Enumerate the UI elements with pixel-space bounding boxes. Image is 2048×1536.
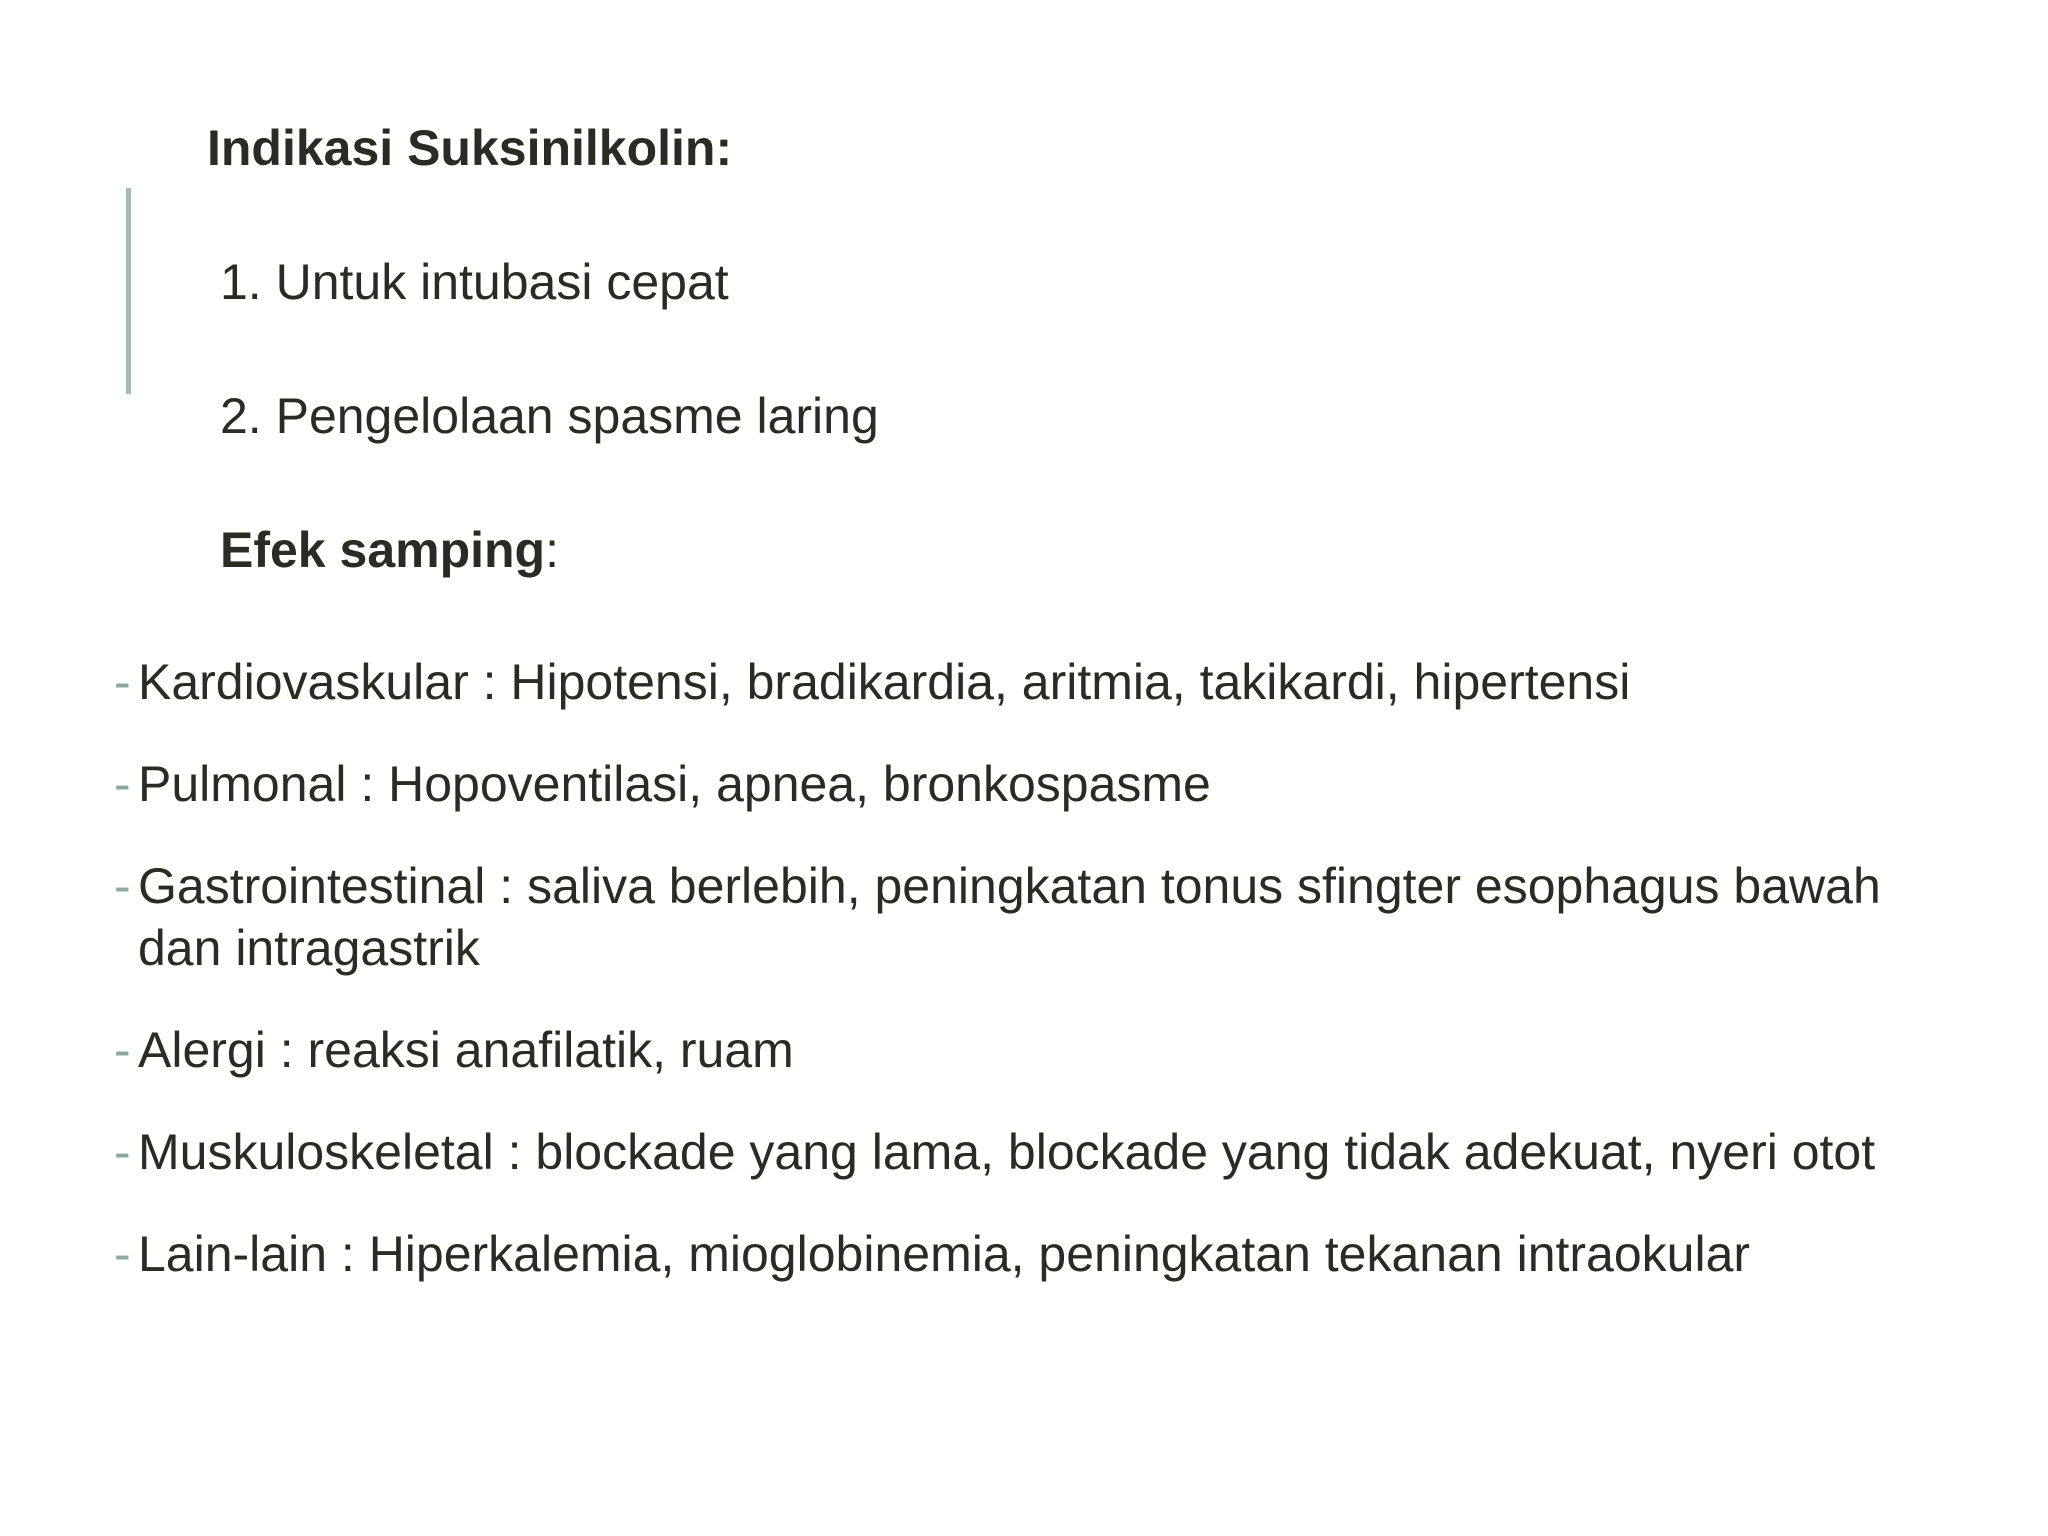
accent-bar — [126, 188, 131, 394]
side-effect-text: Gastrointestinal : saliva berlebih, peningkatan tonus sfingter esophagus bawah dan intragastrik — [138, 858, 1881, 976]
side-effect-text: Alergi : reaksi anafilatik, ruam — [138, 1022, 794, 1078]
side-effect-text: Kardiovaskular : Hipotensi, bradikardia, aritmia, takikardi, hipertensi — [138, 654, 1631, 710]
bullet-dash: - — [114, 1124, 131, 1180]
side-effect-item — [114, 651, 1894, 713]
side-effect-item — [114, 855, 1894, 979]
indication-item-1: 1. Untuk intubasi cepat — [220, 254, 729, 310]
side-effect-text: Pulmonal : Hopoventilasi, apnea, bronkospasme — [138, 756, 1211, 812]
side-effect-item — [114, 1019, 1894, 1081]
side-effects-heading-colon: : — [545, 522, 560, 578]
side-effect-item — [114, 1121, 1894, 1183]
side-effect-text: Lain-lain : Hiperkalemia, mioglobinemia, peningkatan tekanan intraokular — [138, 1226, 1751, 1282]
bullet-dash: - — [114, 1022, 131, 1078]
bullet-dash: - — [114, 756, 131, 812]
bullet-dash: - — [114, 858, 131, 914]
bullet-dash: - — [114, 654, 131, 710]
slide-title: Indikasi Suksinilkolin: — [207, 120, 733, 176]
side-effect-item — [114, 753, 1894, 815]
side-effect-item — [114, 1223, 1894, 1285]
side-effects-list — [114, 651, 1894, 1325]
side-effect-text: Muskuloskeletal : blockade yang lama, blockade yang tidak adekuat, nyeri otot — [138, 1124, 1876, 1180]
indication-item-2: 2. Pengelolaan spasme laring — [220, 388, 879, 444]
side-effects-heading — [220, 520, 559, 580]
side-effects-heading-label: Efek samping — [220, 522, 546, 578]
bullet-dash: - — [114, 1226, 131, 1282]
